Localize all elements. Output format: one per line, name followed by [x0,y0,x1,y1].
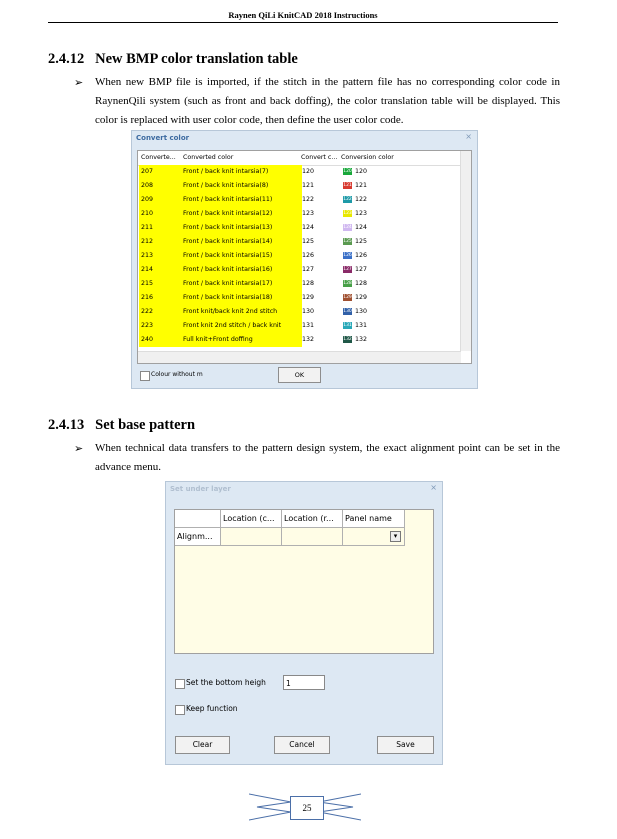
table-cell: 128 [302,280,315,287]
table-cell: 125 [302,238,315,245]
section-heading: New BMP color translation table [95,51,298,67]
column-header[interactable]: Converted color [183,154,234,161]
table-row[interactable] [138,165,461,179]
cancel-button[interactable]: Cancel [274,736,330,754]
table-cell: 210 [139,207,181,221]
table-cell: 214 [139,263,181,277]
color-table [137,150,472,364]
table-cell: 122 [355,196,368,203]
table-cell: 126 [302,252,315,259]
table-cell: Front / back knit intarsia(13) [181,221,302,235]
table-cell: Front / back knit intarsia(17) [181,277,302,291]
table-row[interactable] [138,291,461,305]
table-cell: 127 [302,266,315,273]
keep-function-checkbox[interactable] [175,705,185,715]
row-label: Alignm... [175,528,221,546]
color-swatch: 126 [343,253,352,258]
vertical-scrollbar[interactable] [460,151,471,351]
table-cell: 126 [355,252,368,259]
color-swatch: 129 [343,295,352,300]
table-cell: 129 [302,294,315,301]
table-cell: Front / back knit intarsia(18) [181,291,302,305]
column-header[interactable]: Conversion color [341,154,394,161]
color-swatch: 131 [343,323,352,328]
table-cell: Front / back knit intarsia(7) [181,165,302,179]
table-cell: 122 [302,196,315,203]
section-title-2-4-13 [48,417,195,434]
table-cell: Front / back knit intarsia(16) [181,263,302,277]
table-cell: Front / back knit intarsia(11) [181,193,302,207]
table-cell: Front / back knit intarsia(14) [181,235,302,249]
table-cell: 127 [355,266,368,273]
dialog-title: Convert color [136,134,190,142]
table-cell: 209 [139,193,181,207]
color-swatch: 122 [343,197,352,202]
color-swatch: 127 [343,267,352,272]
table-cell: 123 [302,210,315,217]
color-swatch: 121 [343,183,352,188]
table-cell: 222 [139,305,181,319]
clear-button[interactable]: Clear [175,736,230,754]
checkbox-label: Set the bottom heigh [186,678,266,687]
table-cell: Front / back knit intarsia(15) [181,249,302,263]
section-title-2-4-12 [48,51,298,68]
table-row[interactable] [138,277,461,291]
section-paragraph: When technical data transfers to the pattern design system, the exact alignment point can be set in the advance menu. [95,442,560,473]
table-cell: 132 [355,336,368,343]
table-cell: 131 [302,322,315,329]
table-cell: Front knit 2nd stitch / back knit [181,319,302,333]
table-cell: Full knit+Front doffing [181,333,302,347]
section-paragraph: When new BMP file is imported, if the stitch in the pattern file has no corresponding color code in RaynenQili system (such as front and back doffing), the color translation table will be displayed. This color is replaced with user color code, then define the user color code. [95,76,560,126]
table-cell: 124 [302,224,315,231]
table-row[interactable] [138,263,461,277]
set-under-layer-dialog [165,481,443,765]
table-cell: 130 [355,308,368,315]
table-cell: Front knit/back knit 2nd stitch [181,305,302,319]
table-cell: 223 [139,319,181,333]
table-cell: Front / back knit intarsia(12) [181,207,302,221]
table-cell: 124 [355,224,368,231]
location-col-cell[interactable] [221,528,282,546]
color-swatch: 124 [343,225,352,230]
table-row[interactable] [138,235,461,249]
table-cell: 121 [355,182,368,189]
section-heading: Set base pattern [95,417,196,433]
table-row[interactable] [138,193,461,207]
colour-without-checkbox[interactable] [140,371,150,381]
color-swatch: 125 [343,239,352,244]
column-header[interactable]: Converte... [141,154,176,161]
panel-name-dropdown[interactable] [343,528,405,546]
table-cell: 211 [139,221,181,235]
table-cell: 129 [355,294,368,301]
table-cell: 125 [355,238,368,245]
table-cell: 207 [139,165,181,179]
color-swatch: 128 [343,281,352,286]
dialog-title: Set under layer [170,485,231,493]
table-row[interactable] [138,319,461,333]
table-row[interactable] [138,249,461,263]
column-header[interactable]: Panel name [343,510,405,528]
header-rule [48,22,558,23]
chevron-down-icon[interactable]: ▾ [390,531,401,542]
checkbox-label: Keep function [186,704,238,713]
column-header[interactable]: Location (r... [282,510,343,528]
table-cell: 128 [355,280,368,287]
location-row-cell[interactable] [282,528,343,546]
save-button[interactable]: Save [377,736,434,754]
table-cell: 240 [139,333,181,347]
table-row[interactable] [138,179,461,193]
grid-corner [175,510,221,528]
table-row[interactable] [138,221,461,235]
horizontal-scrollbar[interactable] [138,351,461,363]
color-swatch: 123 [343,211,352,216]
table-cell: Front / back knit intarsia(8) [181,179,302,193]
table-row[interactable] [138,333,461,347]
table-cell: 215 [139,277,181,291]
page-header: Raynen QiLi KnitCAD 2018 Instructions [228,10,378,20]
alignment-grid [174,509,434,654]
table-header [138,151,461,166]
color-swatch: 130 [343,309,352,314]
table-cell: 212 [139,235,181,249]
table-row[interactable] [138,305,461,319]
table-cell: 132 [302,336,315,343]
bottom-height-input[interactable]: 1 [283,675,325,690]
bullet-icon: ➢ [74,77,84,89]
ok-button[interactable]: OK [278,367,321,383]
close-icon[interactable]: × [465,132,472,141]
table-cell: 216 [139,291,181,305]
column-header[interactable]: Convert c... [301,154,338,161]
table-cell: 121 [302,182,315,189]
checkbox-label: Colour without m [151,371,203,378]
bottom-height-checkbox[interactable] [175,679,185,689]
convert-color-dialog [131,130,478,389]
table-cell: 130 [302,308,315,315]
table-row[interactable] [138,207,461,221]
close-icon[interactable]: × [430,483,437,492]
table-cell: 120 [302,168,315,175]
page-number: 25 [290,796,324,820]
column-header[interactable]: Location (c... [221,510,282,528]
table-cell: 131 [355,322,368,329]
table-cell: 208 [139,179,181,193]
section-number: 2.4.13 [48,417,85,433]
bullet-icon: ➢ [74,443,84,455]
color-swatch: 120 [343,169,352,174]
table-cell: 120 [355,168,368,175]
table-cell: 123 [355,210,368,217]
section-number: 2.4.12 [48,51,85,67]
color-swatch: 132 [343,337,352,342]
table-cell: 213 [139,249,181,263]
